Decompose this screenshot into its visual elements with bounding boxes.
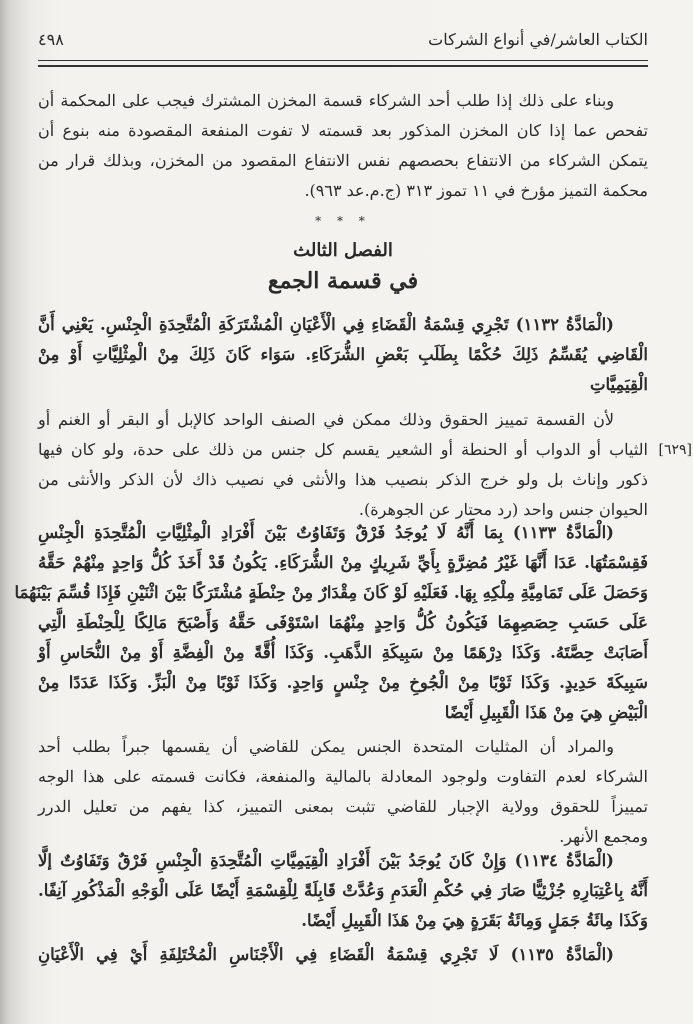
- text-line: سَبِيكَةَ حَدِيدٍ. وَكَذَا ثَوْبًا مِنْ الْجُوخِ مِنْ جِنْسٍ وَاحِدٍ. وَكَذَا ثَوْبًا مِنْ الْبَزِّ. وَكَذَا عَدَدًا مِنْ: [38, 673, 648, 692]
- paragraph-2: [38, 405, 692, 525]
- article-1132: [38, 310, 648, 400]
- text-line: وبناء على ذلك إذا طلب أحد الشركاء قسمة المخزن المشترك فيجب على المحكمة أن: [38, 91, 614, 110]
- text-line: الْبَيْضِ هِيَ مِنْ هَذَا الْقَبِيلِ أَيْضًا: [444, 703, 648, 722]
- text-line: الحيوان جنس واحد (رد محتار عن الجوهرة).: [358, 500, 648, 519]
- text-line: وَحَصَلَ عَلَى تَمَامِيَّةِ مِلْكِهِ بِهَا. فَعَلَيْهِ لَوْ كَانَ مِقْدَارٌ مِنْ حِنْطَةٍ مُشْتَرَكًا بَيْنَ اثْنَيْنِ فَإِذَا قُسِّمَ بَيْنَهُمَا: [14, 583, 648, 602]
- text-line: وَكَذَا مِائَةُ جَمَلٍ وَمِائَةُ بَقَرَةٍ هِيَ مِنْ هَذَا الْقَبِيلِ أَيْضًا.: [301, 911, 648, 930]
- text-line: (الْمَادَّةُ ١١٣٥) لَا تَجْرِي قِسْمَةُ الْقَضَاءِ فِي الْأَجْنَاسِ الْمُخْتَلِفَةِ أَيْ فِي الْأَعْيَانِ: [38, 945, 614, 964]
- article-1133: [14, 518, 648, 728]
- text-line: ذكور وإناث بل ولو خرج الذكر بنصيب هذا والأنثى في نصيب ذاك لأن الذكر والأنثى من: [38, 470, 648, 489]
- text-line: عَلَى حَسَبِ حِصَصِهِمَا فَيَكُونُ كُلُّ وَاحِدٍ مِنْهُمَا اسْتَوْفَى حَقَّهُ وَأَصْبَحَ مَالِكًا لِلْحِنْطَةِ الَّتِي: [38, 613, 648, 632]
- text-line: ومجمع الأنهر.: [559, 827, 648, 846]
- text-line: الْقَاضِي يُقَسِّمُ ذَلِكَ حُكْمًا بِطَلَبِ بَعْضِ الشُّرَكَاءِ. سَوَاء كَانَ ذَلِكَ مِنْ الْمِثْلِيَّاتِ أَوْ مِنْ: [38, 345, 648, 364]
- text-line: الثياب أو الدواب أو الحنطة أو الشعير يقسم كل جنس من ذلك على حدة، ولو كان فيها: [38, 440, 648, 459]
- text-line: لأن القسمة تمييز الحقوق وذلك ممكن في الصنف الواحد كالإبل أو البقر أو الغنم أو: [38, 410, 614, 429]
- chapter-title: الفصل الثالث: [293, 240, 393, 261]
- text-line: تفحص عما إذا كان المخزن المذكور بعد قسمته لا تفوت المنفعة المقصودة منه بنوع أن: [38, 121, 648, 140]
- running-title: الكتاب العاشر/في أنواع الشركات: [428, 30, 648, 49]
- article-1134: [38, 846, 648, 936]
- section-separator: * * *: [315, 214, 371, 228]
- text-line: محكمة التميز مؤرخ في ١١ تموز ٣١٣ (ج.م.عد ٩٦٣).: [304, 181, 648, 200]
- page-number: ٤٩٨: [38, 30, 64, 49]
- text-line: تمييزاً للحقوق وولاية الإجبار للقاضي تثبت بمعنى التمييز، كذا يفهم من تعليل الدرر: [38, 797, 648, 816]
- chapter-subtitle: في قسمة الجمع: [267, 268, 419, 294]
- text-line: (الْمَادَّةُ ١١٣٢) تَجْرِي قِسْمَةُ الْقَضَاءِ فِي الْأَعْيَانِ الْمُشْتَرَكَةِ الْمُتَّحِدَةِ الْجِنْسِ. يَعْنِي أَنَّ: [38, 315, 614, 334]
- article-1135: [38, 940, 648, 970]
- text-line: (الْمَادَّةُ ١١٣٤) وَإِنْ كَانَ يُوجَدُ بَيْنَ أَفْرَادِ الْقِيَمِيَّاتِ الْمُتَّحِدَةِ الْجِنْسِ فَرْقٌ وَتَفَاوُتٌ إلَّا: [38, 851, 614, 870]
- running-header: [38, 26, 648, 56]
- text-line: يتمكن الشركاء من الانتفاع بحصصهم نفس الانتفاع المقصود من المخزن، وبذلك قرار من: [38, 151, 648, 170]
- text-line: أَصَابَتْ حِصَّتَهُ. وَكَذَا دِرْهَمًا مِنْ سَبِيكَةِ الذَّهَبِ. وَكَذَا أُقَّةً مِنْ الْفِضَّةِ أَوْ مِنْ النُّحَاسِ أَوْ: [38, 643, 648, 662]
- text-line: فَقِسْمَتُهَا. عَدَا أَنَّهَا غَيْرُ مُضِرَّةٍ بِأَيِّ شَرِيكٍ مِنْ الشُّرَكَاءِ. يَكُونُ قَدْ أَخَذَ كُلُّ وَاحِدٍ مِنْهُمْ حَقَّهُ: [38, 553, 648, 572]
- text-line: والمراد أن المثليات المتحدة الجنس يمكن للقاضي أن يقسمها جبراً بطلب أحد: [38, 737, 614, 756]
- paragraph-1: [38, 86, 648, 206]
- paragraph-3: [38, 732, 648, 852]
- text-line: (الْمَادَّةُ ١١٣٣) بِمَا أَنَّهُ لَا يُوجَدُ فَرْقٌ وَتَفَاوُتٌ بَيْنَ أَفْرَادِ الْمِثْلِيَّاتِ الْمُتَّحِدَةِ الْجِنْسِ: [38, 523, 614, 542]
- header-divider: [38, 60, 648, 67]
- footnote-marker: [٦٢٩]: [658, 442, 692, 458]
- text-line: الشركاء لعدم التفاوت ولوجود المعادلة بالمالية والمنفعة، فكانت قسمته على هذا الوجه: [38, 767, 648, 786]
- text-line: أَنَّهُ بِاعْتِبَارِهِ جُزْئِيًّا صَارَ فِي حُكْمِ الْعَدَمِ وَعُدَّتْ قَابِلَةً لِلْقِسْمَةِ أَيْضًا عَلَى الْوَجْهِ الْمَذْكُورِ آنِفًا.: [38, 881, 648, 900]
- text-line: الْقِيَمِيَّاتِ: [589, 375, 648, 394]
